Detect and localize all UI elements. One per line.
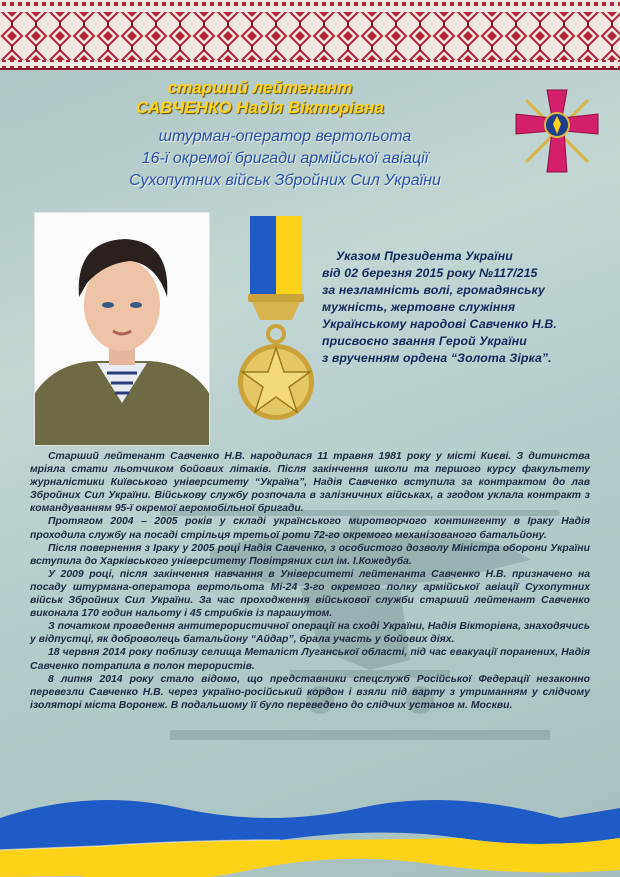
biography-paragraph: 18 червня 2014 року поблизу селища Металіст Луганської області, під час евакуації поранених, Надія Савченко потрапила в полон терористів.: [30, 647, 590, 672]
position-line-3: Сухопутних військ Збройних Сил України: [129, 172, 441, 189]
biography-paragraph: Протягом 2004 – 2005 років у складі українського миротворчого контингенту в Іраку Надія проходила службу на посаді стрільця третьої роти 72-го окремого механізованого батальйону.: [30, 516, 590, 541]
position-line-1: штурман-оператор вертольота: [158, 128, 412, 145]
gold-star-medal-icon: [232, 210, 320, 430]
army-cross-emblem-icon: [512, 86, 602, 176]
biography-paragraph: 8 липня 2014 року стало відомо, що представники спецслужб Російської Федерації незаконно перевезли Савченко Н.В. через україно-російський кордон і взяли під варту з утриманням у слідчому ізоляторі міста Воронеж. В подальшому її було переведено до слідчих установ м. Москви.: [30, 673, 590, 711]
decree-line: за незламність волі, громадянську: [322, 283, 545, 297]
portrait-photo: [34, 212, 210, 446]
decree-line: від 02 березня 2015 року №117/215: [322, 266, 538, 280]
biography-paragraph: Після повернення з Іраку у 2005 році Надія Савченко, з особистого дозволу Міністра оборони України вступила до Харківського університету Повітряних сил ім. І.Кожедуба.: [30, 542, 590, 567]
decree-text: [322, 248, 604, 367]
rank-title: старший лейтенант: [167, 78, 353, 97]
position-line-2: 16-ї окремої бригади армійської авіації: [141, 150, 429, 167]
biography-paragraph: З початком проведення антитерористичної операції на сході України, Надія Вікторівна, знаходячись у відпустці, як доброволець батальйону “Айдар”, брала участь у бойових діях.: [30, 621, 590, 646]
flag-ribbon-icon: [0, 778, 620, 877]
biography-paragraph: Старший лейтенант Савченко Н.В. народилася 11 травня 1981 року у місті Києві. З дитинства мріяла стати льотчиком бойових літаків. Після закінчення школи та першого курсу факультету журналістики Київського університету “Україна”, Надія Савченко вступила за контрактом до лав Збройних Сил України. Військову службу розпочала в залізничних військах, а згодом уклала контракт з командуванням 95-ї окремої аеромобільної бригади.: [30, 451, 590, 515]
decree-line: з врученням ордена “Золота Зірка”.: [322, 351, 552, 365]
decree-line: Українському народові Савченко Н.В.: [322, 317, 557, 331]
portrait-image: [35, 213, 209, 445]
person-name: САВЧЕНКО Надія Вікторівна: [136, 98, 384, 117]
biography-paragraph: У 2009 році, після закінчення навчання в Університеті лейтенанта Савченко Н.В. призначено на посаду штурмана-оператора вертольота Мі-24 3-го окремого полку армійської авіації Сухопутних військ Збройних Сил України. За час проходження військової служби старший лейтенант Савченко виконала 170 годин нальоту і 45 стрибків із парашутом.: [30, 568, 590, 620]
decree-line: мужність, жертовне служіння: [322, 300, 516, 314]
decree-line: Указом Президента України: [336, 249, 513, 263]
decree-line: присвоєно звання Герой України: [322, 334, 527, 348]
biography-text: [30, 450, 590, 712]
embroidery-ornament: [0, 0, 620, 70]
